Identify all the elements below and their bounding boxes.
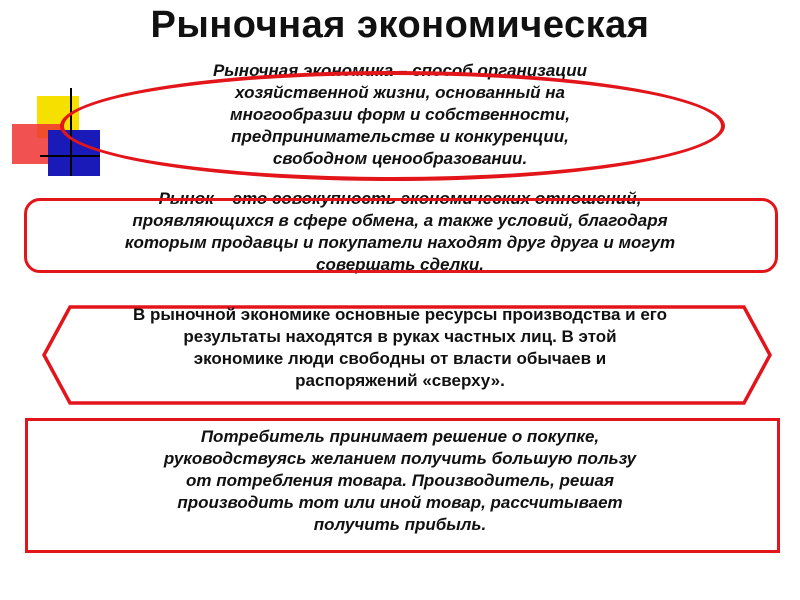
text-line: распоряжений «сверху». (295, 371, 505, 390)
consumer-producer-text (80, 426, 720, 536)
text-line: Рынок – это совокупность экономических отношений, (158, 189, 642, 208)
text-line: многообразии форм и собственности, (230, 105, 570, 124)
text-line: производить тот или иной товар, рассчитывает (177, 493, 623, 512)
text-line: руководствуясь желанием получить большую пользу (163, 449, 637, 468)
rounded-rect-frame (24, 198, 778, 273)
text-line: от потребления товара. Производитель, решая (186, 471, 614, 490)
text-line: которым продавцы и покупатели находят друг друга и могут (124, 233, 676, 252)
text-line: совершать сделки. (316, 255, 484, 274)
text-line: хозяйственной жизни, основанный на (235, 83, 565, 102)
text-line: свободном ценообразовании. (272, 149, 528, 168)
ellipse-frame (60, 71, 725, 181)
decor-horizontal-line (40, 155, 100, 157)
private-resources-text (40, 304, 760, 392)
slide-title: Рыночная экономическая (150, 4, 650, 46)
text-line: Рыночная экономика – способ организации (212, 61, 588, 80)
text-line: получить прибыль. (313, 515, 487, 534)
text-line: проявляющихся в сфере обмена, а также условий, благодаря (132, 211, 668, 230)
text-line: экономике люди свободны от власти обычаев и (193, 349, 607, 368)
text-line: результаты находятся в руках частных лиц. В этой (183, 327, 617, 346)
text-line: В рыночной экономике основные ресурсы производства и его (132, 305, 668, 324)
text-line: Потребитель принимает решение о покупке, (200, 427, 600, 446)
text-line: предпринимательстве и конкуренции, (231, 127, 569, 146)
